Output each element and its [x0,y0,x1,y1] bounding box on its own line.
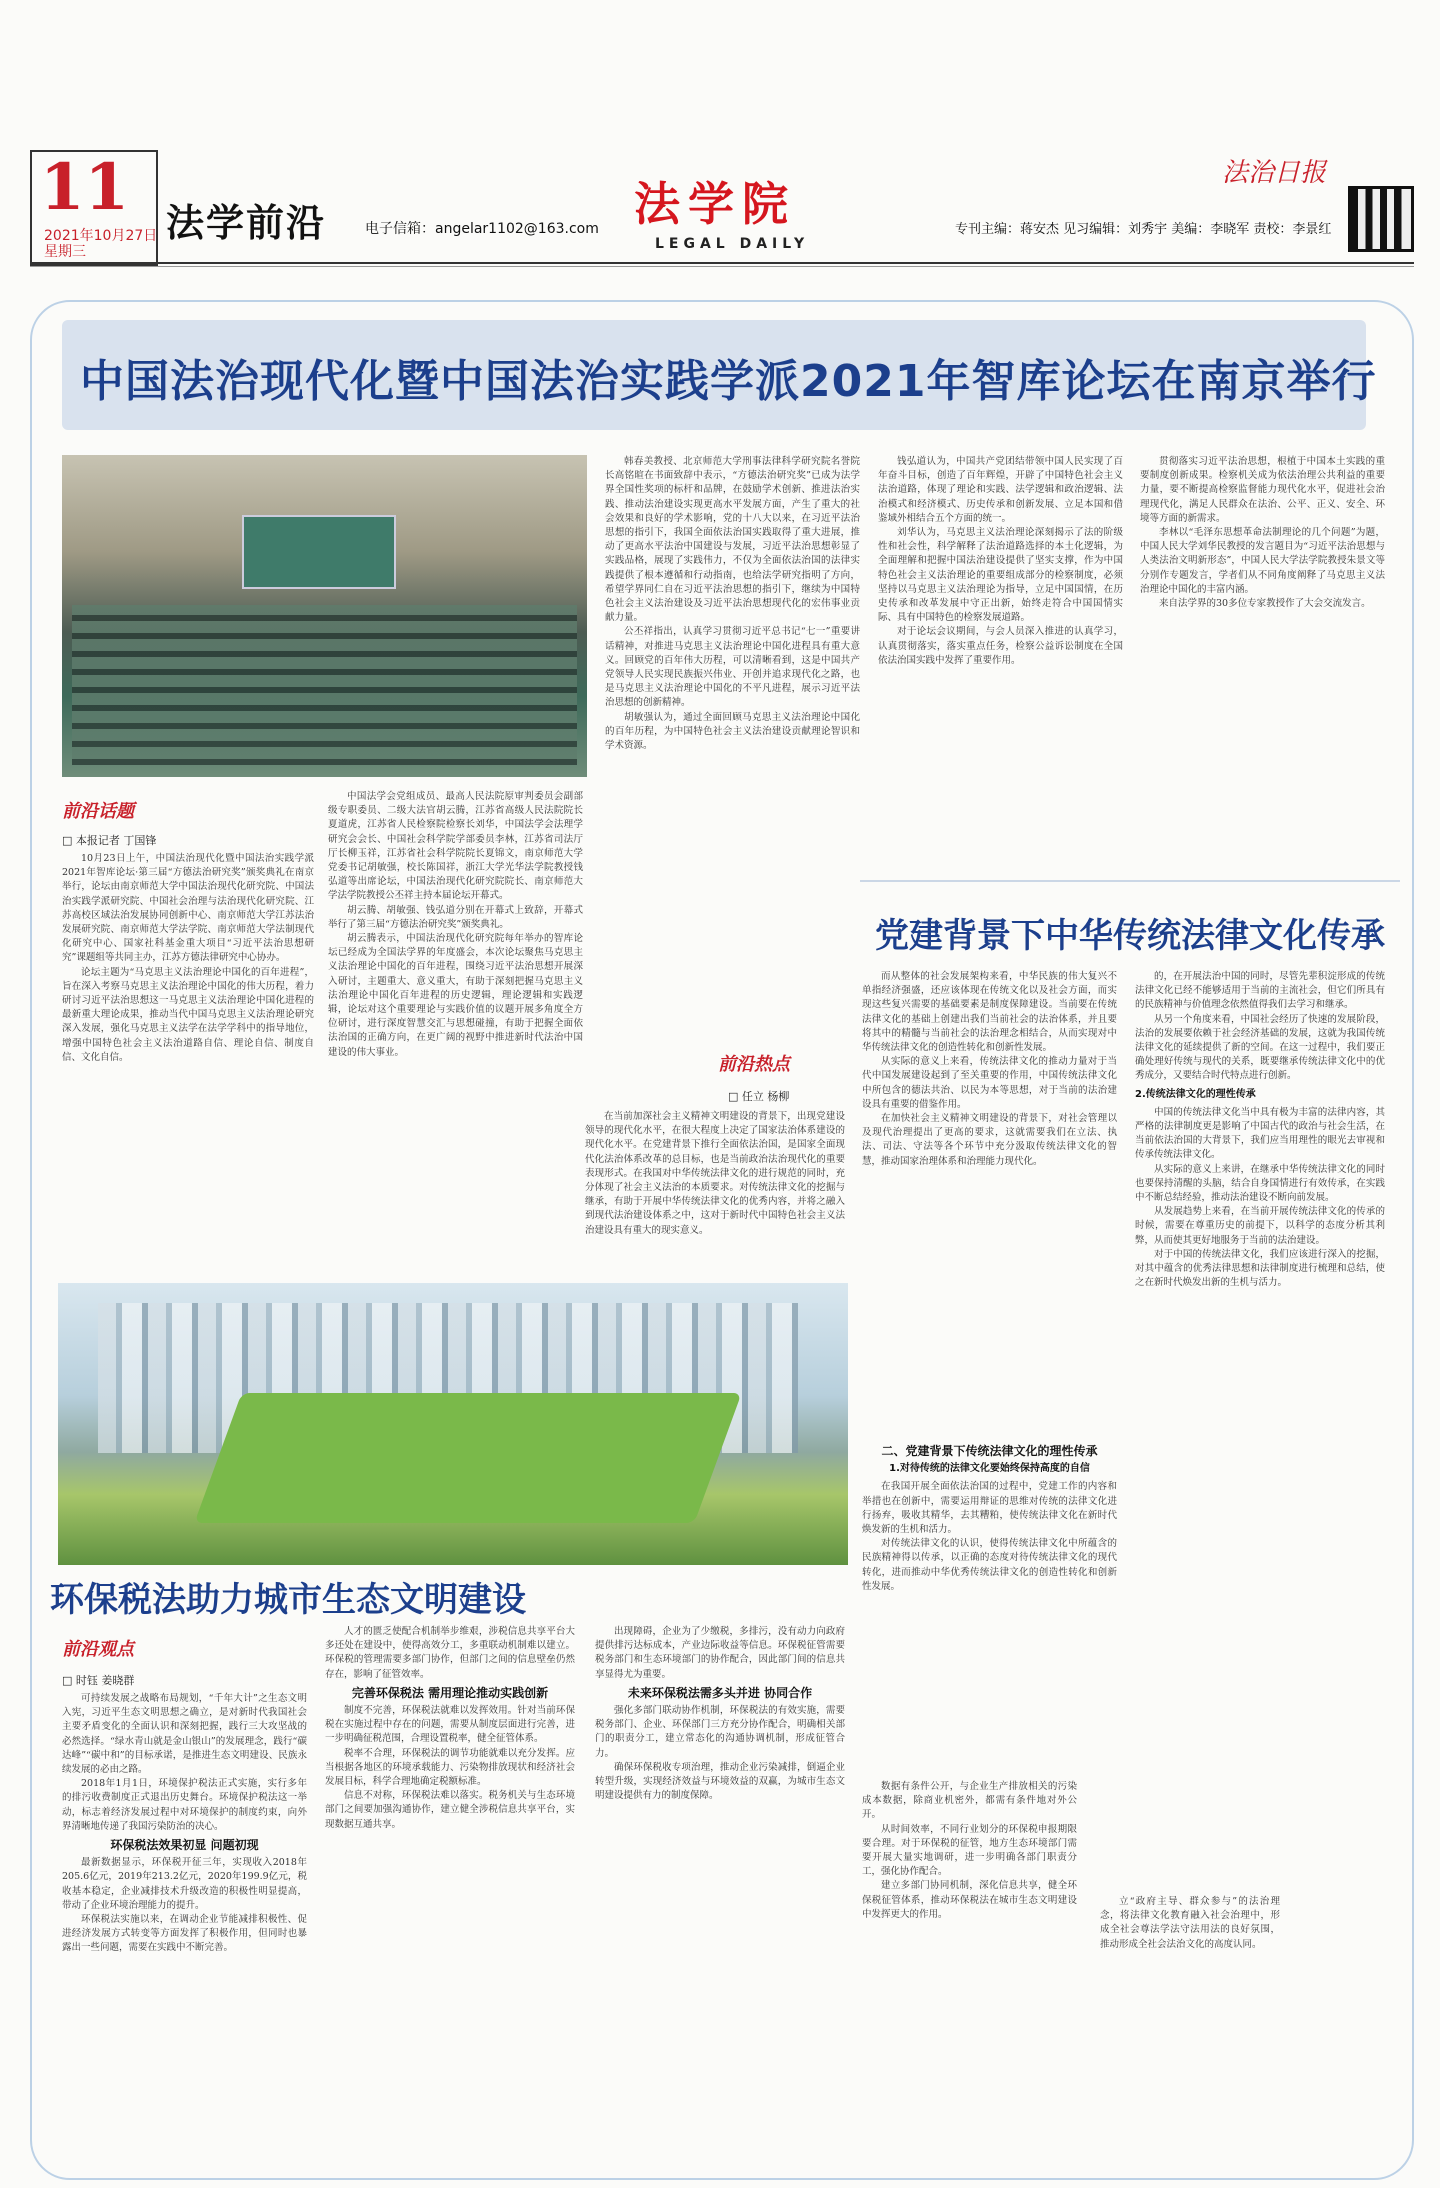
qr-code-icon [1348,186,1414,252]
subhead: 完善环保税法 需用理论推动实践创新 [351,1685,549,1700]
brand-title: 法学院 [634,177,796,231]
paragraph: 公丕祥指出，认真学习贯彻习近平总书记“七一”重要讲话精神，对推进马克思主义法治理论中国化进程具有重大意义。回顾党的百年伟大历程，可以清晰看到，这是中国共产党领导人民实现民族振兴伟业、开创并追求现代化之路，也是马克思主义法治理论中国化的不平凡进程，展示习近平法治思想的创新精神。 [605,626,860,709]
paragraph: 胡云腾表示，中国法治现代化研究院每年举办的智库论坛已经成为全国法学界的年度盛会，本次论坛聚焦马克思主义法治理论中国化的百年进程，围绕习近平法治思想开展深入研讨，主题重大、意义重大，有助于深刻把握马克思主义法治理论中国化百年进程的历史逻辑，理论逻辑和实践逻辑，论坛对这个重要理论与实践价值的议题开展多角度全方位研讨，进行深度智慧交汇与思想碰撞，有助于把握全面依法治国的正确方向，在更广阔的视野中推进新时代法治中国建设的伟大事业。 [328,933,583,1058]
paragraph: 在我国开展全面依法治国的过程中，党建工作的内容和举措也在创新中，需要运用辩证的思维对传统的法律文化进行扬弃，吸收其精华，去其糟粕，使传统法律文化在新时代焕发新的生机和活力。 [862,1481,1117,1536]
lead-col-4 [878,455,1123,855]
paragraph: 出现障碍，企业为了少缴税，多排污，没有动力向政府提供排污达标成本，产业边际收益等信息。环保税征管需要税务部门和生态环境部门的协作配合，因此部门间的信息共享显得尤为重要。 [595,1626,845,1680]
audience-rows [72,605,577,765]
conference-photo [62,455,587,777]
subhead: 二、党建背景下传统法律文化的理性传承 [881,1444,1098,1458]
paragraph: 建立多部门协同机制，深化信息共享，健全环保税征管体系，推动环保税法在城市生态文明建设中发挥更大的作用。 [862,1880,1077,1920]
eco-col-3 [595,1625,845,2165]
newspaper-logo: 法治日报 [1222,158,1327,188]
paragraph: 李林以“毛泽东思想革命法制理论的几个问题”为题，中国人民大学刘华民教授的发言题目为“习近平法治思想与人类法治文明新形态”，中国人民大学法学院教授朱景文等分别作专题发言，学者们从不同角度阐释了马克思主义法治理论中国化的丰富内涵。 [1140,527,1385,595]
eco-byline: □ 时钰 姜晓群 [62,1674,135,1687]
history-section-2 [862,1440,1117,1770]
paragraph: 从另一个角度来看，中国社会经历了快速的发展阶段，法治的发展要依赖于社会经济基础的发展，这就为我国传统法律文化的延续提供了新的空间。在这一过程中，我们要正确处理好传统与现代的关系，既要继承传统法律文化中的优秀成分，又要结合时代特点进行创新。 [1135,1013,1385,1082]
history-byline: □ 任立 杨柳 [728,1090,790,1103]
eco-col-1 [62,1692,307,2162]
page-number: 11 [40,150,130,225]
paragraph: 制度不完善，环保税法就难以发挥效用。针对当前环保税在实施过程中存在的问题，需要从制度层面进行完善，进一步明确征税范围，合理设置税率，健全征管体系。 [325,1705,575,1745]
paragraph: 胡敏强认为，通过全面回顾马克思主义法治理论中国化的百年历程，为中国特色社会主义法治建设贡献理论智识和学术资源。 [605,711,860,752]
paragraph: 在当前加深社会主义精神文明建设的背景下，出现党建设领导的现代化水平，在很大程度上决定了国家法治体系建设的现代化水平。在党建背景下推行全面依法治国，是国家全面现代化法治体系改革的总目标，也是当前政治法治现代化的重要表现形式。在我国对中华传统法律文化的进行规范的同时，充分体现了社会主义法治的本质要求。对传统法律文化的挖掘与继承，有助于开展中华传统法律文化的优秀内容，并将之融入到现代法治建设体系之中，这对于新时代中国特色社会主义法治建设具有重大的现实意义。 [585,1111,845,1236]
paragraph: 贯彻落实习近平法治思想，根植于中国本土实践的重要制度创新成果。检察机关成为依法治理公共利益的重要力量，要不断提高检察监督能力现代化水平，促进社会治理现代化，满足人民群众在法治、公平、正义、安全、环境等方面的新需求。 [1140,456,1385,524]
eco-col-4 [862,1780,1077,2165]
history-headline: 党建背景下中华传统法律文化传承 [875,916,1385,956]
lead-col-1 [62,852,314,1282]
date-text: 2021年10月27日 [44,228,158,244]
lead-col-2 [328,790,583,1230]
paragraph: 来自法学界的30多位专家教授作了大会交流发言。 [1159,598,1371,610]
paragraph: 从实际的意义上来看，传统法律文化的推动力量对于当代中国发展建设起到了至关重要的作用，中国传统法律文化中所包含的德法共治、以民为本等思想，对于当前的法治建设具有重要的借鉴作用。 [862,1056,1117,1110]
masthead-rule-thin [30,266,1414,267]
paragraph: 从时间效率，不同行业划分的环保税申报期限要合理。对于环保税的征管，地方生态环境部门需要开展大量实地调研，进一步明确各部门职责分工，强化协作配合。 [862,1823,1077,1878]
eco-col-2 [325,1625,575,2165]
paragraph: 2018年1月1日，环境保护税法正式实施，实行多年的排污收费制度正式退出历史舞台。环境保护税法这一举动，标志着经济发展过程中对环境保护的制度约束，向外界清晰地传递了我国污染防治的决心。 [62,1778,307,1832]
paragraph: 可持续发展之战略布局规划，“千年大计”之生态文明入宪，习近平生态文明思想之确立，是对新时代我国社会主要矛盾变化的全面认识和深刻把握，践行三大攻坚战的必然选择。“绿水青山就是金山银山”的发展理念，践行“碳达峰”“碳中和”的目标承诺，是推进生态文明建设、民族永续发展的必由之路。 [62,1693,307,1776]
paragraph: 对于中国的传统法律文化，我们应该进行深入的挖掘，对其中蕴含的优秀法律思想和法律制度进行梳理和总结，使之在新时代焕发出新的生机与活力。 [1135,1248,1385,1289]
paragraph: 税率不合理，环保税法的调节功能就难以充分发挥。应当根据各地区的环境承载能力、污染物排放现状和经济社会发展目标，科学合理地确定税额标准。 [325,1747,575,1788]
weekday-text: 星期三 [44,244,86,260]
lead-tag: 前沿话题 [62,801,134,822]
city-green-photo [58,1283,848,1565]
eco-headline: 环保税法助力城市生态文明建设 [50,1580,526,1620]
subhead-minor: 1.对待传统的法律文化要始终保持高度的自信 [889,1463,1090,1475]
paragraph: 中国的传统法律文化当中具有极为丰富的法律内容，其严格的法律制度更是影响了中国古代的政治与社会生活，在当前依法治国的大背景下，我们应当用理性的眼光去审视和传承传统法律文化。 [1135,1106,1385,1161]
paragraph: 胡云腾、胡敏强、钱弘道分别在开幕式上致辞，开幕式举行了第三届“方德法治研究奖”颁奖典礼。 [328,904,583,930]
stage-screen [242,515,396,589]
lead-byline: □ 本报记者 丁国锋 [62,834,157,847]
history-col-right [1135,970,1385,1870]
history-col-mid [862,970,1117,1430]
paragraph: 强化多部门联动协作机制，环保税法的有效实施，需要税务部门、企业、环保部门三方充分协作配合，明确相关部门的职责分工，建立常态化的沟通协调机制，形成征管合力。 [595,1705,845,1759]
history-tag: 前沿热点 [718,1054,790,1075]
paragraph: 韩春美教授、北京师范大学刑事法律科学研究院名誉院长高铭暄在书面致辞中表示，“方德法治研究奖”已成为法学界全国性奖项的标杆和品牌，在鼓励学术创新、推进法治实践、推动法治建设实现更高水平发展方面，产生了重大的社会效果和良好的学术影响，党的十八大以来，在习近平法治思想的指引下，我国全面依法治国实践取得了重大进展，推动了更高水平法治中国建设与发展，习近平法治思想彰显了实践品格，展现了实践伟力，不仅为全面依法治国的法律实践提供了根本遵循和行动指南，也给法学研究指明了方向，希望学界同仁自在习近平法治思想的指引下，继续为中国特色社会主义法治建设及习近平法治思想现代化的宏伟事业贡献力量。 [605,456,860,624]
paragraph: 立“政府主导、群众参与”的法治理念，将法律文化教育融入社会治理中，形成全社会尊法学法守法用法的良好氛围，推动形成全社会法治文化的高度认同。 [1100,1896,1280,1950]
paragraph: 人才的匮乏使配合机制举步维艰，涉税信息共享平台大多还处在建设中，使得高效分工，多重联动机制难以建立。环保税的管理需要多部门协作，但部门之间的信息壁垒仍然存在，影响了征管效率。 [325,1626,575,1680]
paragraph: 的，在开展法治中国的同时，尽管先辈积淀形成的传统法律文化已经不能够适用于当前的主流社会，但它们所具有的民族精神与价值理念依然值得我们去学习和继承。 [1135,971,1385,1011]
paragraph: 确保环保税收专项治理，推动企业污染减排，倒逼企业转型升级，实现经济效益与环境效益的双赢，为城市生态文明建设提供有力的制度保障。 [595,1761,845,1802]
staff-credits: 专刊主编：蒋安杰 见习编辑：刘秀宇 美编：李晓军 责校：李景红 [955,222,1332,237]
paragraph: 10月23日上午，中国法治现代化暨中国法治实践学派2021年智库论坛·第三届“方德法治研究奖”颁奖典礼在南京举行，论坛由南京师范大学中国法治现代化研究院、中国法治实践学派研究院、中国社会治理与法治现代化研究院、江苏高校区域法治发展协同创新中心、南京师范大学江苏法治发展研究院、南京师范大学法学院、南京师范大学法制现代化研究中心、国家社科基金重大项目“习近平法治思想研究”课题组等共同主办，江苏方德法律研究中心协办。 [62,853,314,964]
subhead: 环保税法效果初显 问题初现 [110,1838,259,1853]
lead-col-3 [605,455,860,995]
section-divider [860,880,1400,882]
paragraph: 对传统法律文化的认识，使得传统法律文化中所蕴含的民族精神得以传承，以正确的态度对待传统法律文化的现代转化，进而推动中华优秀传统法律文化的创造性转化和创新性发展。 [862,1538,1117,1592]
paragraph: 信息不对称，环保税法难以落实。税务机关与生态环境部门之间要加强沟通协作，建立健全涉税信息共享平台，实现数据互通共享。 [325,1790,575,1830]
masthead-rule [30,262,1414,264]
paragraph: 从实际的意义上来讲，在继承中华传统法律文化的同时也要保持清醒的头脑，结合自身国情进行有效传承，在实践中不断总结经验，推动法治建设不断向前发展。 [1135,1163,1385,1204]
paragraph: 数据有条件公开，与企业生产排放相关的污染成本数据，除商业机密外，都需有条件地对外公开。 [862,1781,1077,1821]
subhead: 未来环保税法需多头并进 协同合作 [627,1685,813,1700]
paragraph: 而从整体的社会发展架构来看，中华民族的伟大复兴不单指经济强盛，还应该体现在传统文化以及社会方面，而实现这些复兴需要的基础要素是制度保障建设。当前要在传统法律文化的基础上创建出我们当前社会的法治体系，并且要将其中的精髓与当前社会的法治理念相结合，从而实现对中华传统法律文化的创造性转化和创新性发展。 [862,971,1117,1054]
lead-col-5 [1140,455,1385,840]
paragraph: 在加快社会主义精神文明建设的背景下，对社会管理以及现代治理提出了更高的要求，这就需要我们在立法、执法、司法、守法等各个环节中充分汲取传统法律文化的智慧，推动国家治理体系和治理能力现代化。 [862,1113,1117,1167]
lead-headline: 中国法治现代化暨中国法治实践学派2021年智库论坛在南京举行 [80,356,1377,407]
paragraph: 从发展趋势上来看，在当前开展传统法律文化的传承的时候，需要在尊重历史的前提下，以科学的态度分析其利弊，从而使其更好地服务于当前的法治建设。 [1135,1206,1385,1246]
paragraph: 论坛主题为“马克思主义法治理论中国化的百年进程”，旨在深入考察马克思主义法治理论中国化的伟大历程，着力研讨习近平法治思想这一马克思主义法治理论中国化进程的最新重大理论成果，推动当代中国马克思主义法治理论研究深入发展，强化马克思主义法学在法学学科中的指导地位，增强中国特色社会主义法治道路自信、理论自信、制度自信、文化自信。 [62,966,314,1063]
subhead-minor: 2.传统法律文化的理性传承 [1135,1088,1256,1100]
section-title: 法学前沿 [166,201,327,245]
history-intro [585,1110,845,1290]
brand-subtitle: LEGAL DAILY [655,236,810,252]
paragraph: 最新数据显示，环保税开征三年，实现收入2018年205.6亿元，2019年213.2亿元，2020年199.9亿元，税收基本稳定，企业减排技术升级改造的积极性明显提高，带动了企业环境治理能力的提升。 [62,1857,307,1911]
green-lawn [194,1393,741,1523]
paragraph: 钱弘道认为，中国共产党团结带领中国人民实现了百年奋斗目标，创造了百年辉煌，开辟了中国特色社会主义法治道路，体现了理论和实践、法学逻辑和政治逻辑、法治模式和经济模式、历史传承和创新发展、立足本国和借鉴域外相结合五个方面的统一。 [878,456,1123,524]
email: 电子信箱：angelar1102@163.com [365,221,599,237]
paragraph: 环保税法实施以来，在调动企业节能减排积极性、促进经济发展方式转变等方面发挥了积极作用，但同时也暴露出一些问题，需要在实践中不断完善。 [62,1914,307,1954]
paragraph: 刘华认为，马克思主义法治理论深刻揭示了法的阶级性和社会性，科学解释了法治道路选择的本土化逻辑，为全面理解和把握中国法治建设提供了坚实支撑，作为中国特色社会主义法治理论的重要组成部分的检察制度，必须坚持以马克思主义法治理论为指导，立足中国国情，在历史传承和改革发展中守正出新，始终走符合中国国情实际、具有中国特色的检察发展道路。 [878,527,1123,624]
paragraph: 中国法学会党组成员、最高人民法院原审判委员会副部级专职委员、二级大法官胡云腾，江苏省高级人民法院院长夏道虎，江苏省人民检察院检察长刘华，中国法学会法理学研究会会长、中国社会科学院学部委员李林，江苏省司法厅厅长柳玉祥，江苏省社会科学院院长夏锦文，南京师范大学党委书记胡敏强，校长陈国祥，浙江大学光华法学院教授钱弘道等出席论坛，中国法治现代化研究院院长、南京师范大学法学院教授公丕祥主持本届论坛开幕式。 [328,791,583,902]
issue-date [44,228,157,260]
paragraph: 对于论坛会议期间，与会人员深入推进的认真学习，认真贯彻落实，落实重点任务，检察公益诉讼制度在全国依法治国实践中发挥了重要作用。 [878,626,1123,666]
history-col-tail [1100,1895,1280,2055]
eco-tag: 前沿观点 [62,1639,134,1660]
